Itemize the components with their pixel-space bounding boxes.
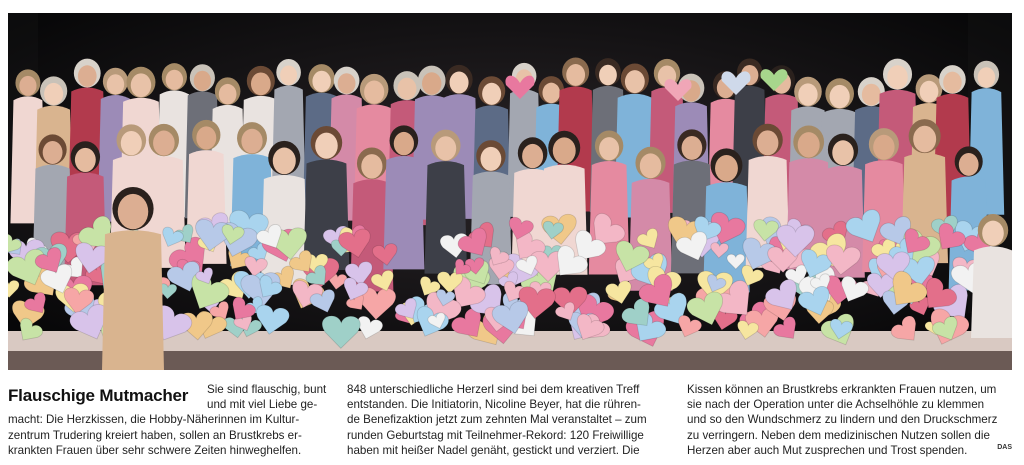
text-line: sie nach der Operation unter die Achselhöhle zu klemmen bbox=[687, 398, 985, 412]
group-photo bbox=[8, 13, 1012, 370]
author-initials: DAS bbox=[997, 444, 1012, 451]
article-caption bbox=[8, 380, 1012, 462]
text-line: Sie sind flauschig, bunt bbox=[207, 383, 327, 396]
article-column-2 bbox=[347, 382, 672, 458]
text-line: krankten Frauen über sehr schwere Zeiten hinweghelfen. bbox=[8, 443, 302, 457]
text-line: und so den Wundschmerz zu lindern und den Druckschmerz bbox=[687, 413, 998, 427]
text-line: zu verringern. Neben dem medizinischen Nutzen sollen die bbox=[687, 428, 990, 442]
text-line: zentrum Trudering kreiert haben, sollen an Brustkrebs er- bbox=[8, 428, 302, 442]
text-line: entstanden. Die Initiatorin, Nicoline Beyer, hat die rühren- bbox=[347, 398, 641, 412]
text-line: Kissen können an Brustkrebs erkrankten Frauen nutzen, um bbox=[687, 383, 997, 396]
article-headline: Flauschige Mutmacher bbox=[8, 386, 189, 405]
text-line: und mit viel Liebe ge- bbox=[207, 398, 318, 412]
text-line: haben mit heißer Nadel genäht, gestickt und verziert. Die bbox=[347, 443, 640, 457]
text-line: Herzen aber auch Mut zusprechen und Trost spenden. bbox=[687, 443, 968, 457]
photo-illustration bbox=[8, 13, 1012, 370]
text-line: de Benefizaktion jetzt zum zehnten Mal veranstaltet – zum bbox=[347, 413, 647, 427]
article-column-3 bbox=[687, 382, 1012, 458]
text-line: 848 unterschiedliche Herzerl sind bei dem kreativen Treff bbox=[347, 383, 640, 396]
text-line: macht: Die Herzkissen, die Hobby-Näherinnen im Kultur- bbox=[8, 413, 300, 427]
article-column-1 bbox=[8, 382, 333, 458]
text-line: runden Geburtstag mit Teilnehmer-Rekord: 120 Freiwillige bbox=[347, 428, 644, 442]
